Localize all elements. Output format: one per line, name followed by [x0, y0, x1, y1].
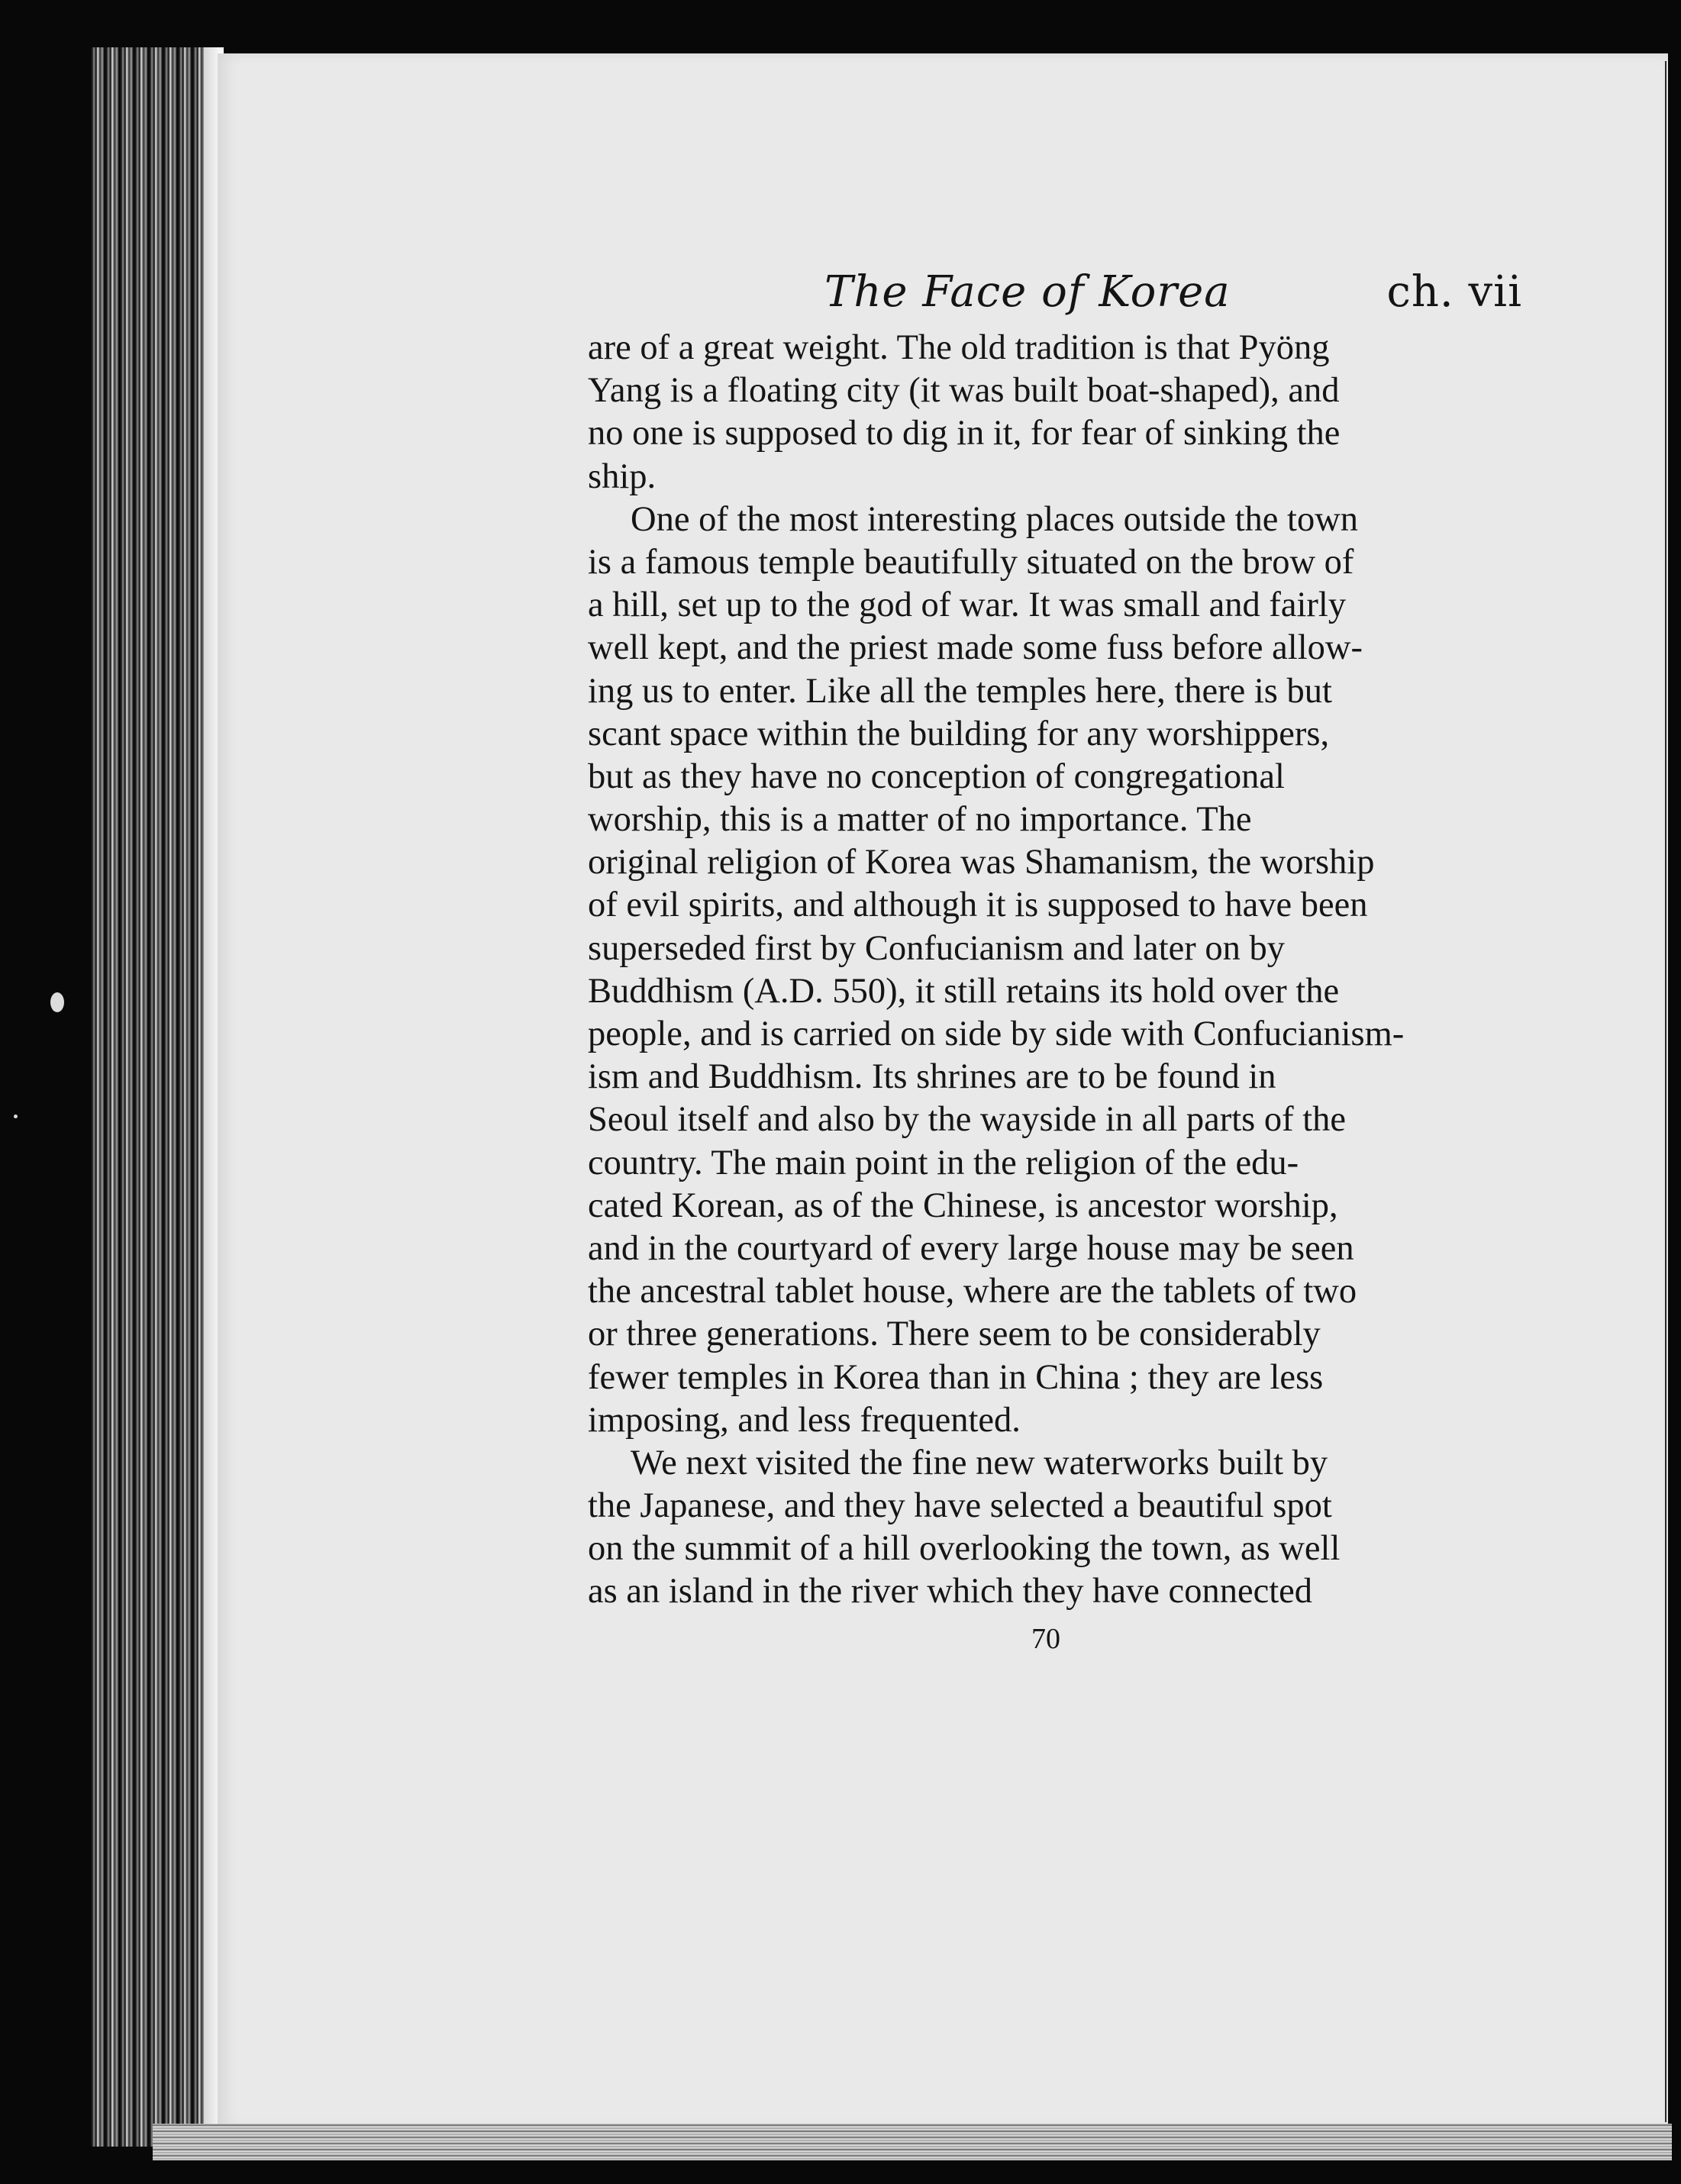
- text-line: as an island in the river which they have connected: [588, 1572, 1313, 1611]
- text-line: country. The main point in the religion of the edu-: [588, 1143, 1299, 1182]
- scan-speck: [14, 1115, 18, 1118]
- text-line: no one is supposed to dig in it, for fear of sinking the: [588, 414, 1341, 453]
- text-line: ism and Buddhism. Its shrines are to be found in: [588, 1057, 1276, 1097]
- body-text: [588, 327, 1504, 1614]
- text-line: imposing, and less frequented.: [588, 1400, 1021, 1440]
- text-line: Yang is a floating city (it was built boat-shaped), and: [588, 371, 1340, 411]
- page-right-border: [1665, 61, 1666, 2122]
- page-number: 70: [1031, 1623, 1060, 1655]
- text-line: superseded first by Confucianism and later on by: [588, 928, 1285, 968]
- text-line: or three generations. There seem to be considerably: [588, 1315, 1321, 1354]
- text-line: scant space within the building for any worshippers,: [588, 714, 1330, 753]
- text-line: ship.: [588, 456, 657, 496]
- text-line: the Japanese, and they have selected a beautiful spot: [588, 1486, 1332, 1526]
- text-line: is a famous temple beautifully situated on the brow of: [588, 542, 1354, 582]
- text-line: a hill, set up to the god of war. It was small and fairly: [588, 586, 1347, 625]
- text-line: fewer temples in Korea than in China ; they are less: [588, 1357, 1324, 1397]
- book-bottom-edge: [153, 2124, 1672, 2160]
- book-page-edges: [90, 47, 224, 2147]
- running-title: The Face of Korea: [824, 267, 1231, 317]
- running-header: [824, 267, 1527, 336]
- text-line: and in the courtyard of every large house may be seen: [588, 1228, 1354, 1268]
- text-line: but as they have no conception of congregational: [588, 756, 1285, 796]
- text-line: of evil spirits, and although it is supposed to have been: [588, 886, 1368, 925]
- paragraph-first-line: We next visited the fine new waterworks built by: [631, 1443, 1328, 1482]
- text-line: cated Korean, as of the Chinese, is ancestor worship,: [588, 1186, 1338, 1225]
- text-line: are of a great weight. The old tradition is that Pyöng: [588, 328, 1330, 367]
- paragraph-first-line: One of the most interesting places outside the town: [631, 499, 1359, 539]
- text-line: people, and is carried on side by side with Confucianism-: [588, 1015, 1405, 1053]
- text-line: ing us to enter. Like all the temples here, there is but: [588, 671, 1332, 711]
- text-line: Buddhism (A.D. 550), it still retains its hold over the: [588, 971, 1340, 1011]
- text-line: on the summit of a hill overlooking the town, as well: [588, 1529, 1341, 1569]
- text-line: well kept, and the priest made some fuss before allow-: [588, 628, 1363, 668]
- text-line: the ancestral tablet house, where are the tablets of two: [588, 1272, 1357, 1311]
- scan-speck: [50, 992, 64, 1012]
- chapter-label: ch. vii: [1386, 267, 1522, 317]
- text-line: original religion of Korea was Shamanism, the worship: [588, 843, 1375, 882]
- text-line: worship, this is a matter of no importance. The: [588, 800, 1252, 840]
- text-line: Seoul itself and also by the wayside in all parts of the: [588, 1100, 1347, 1140]
